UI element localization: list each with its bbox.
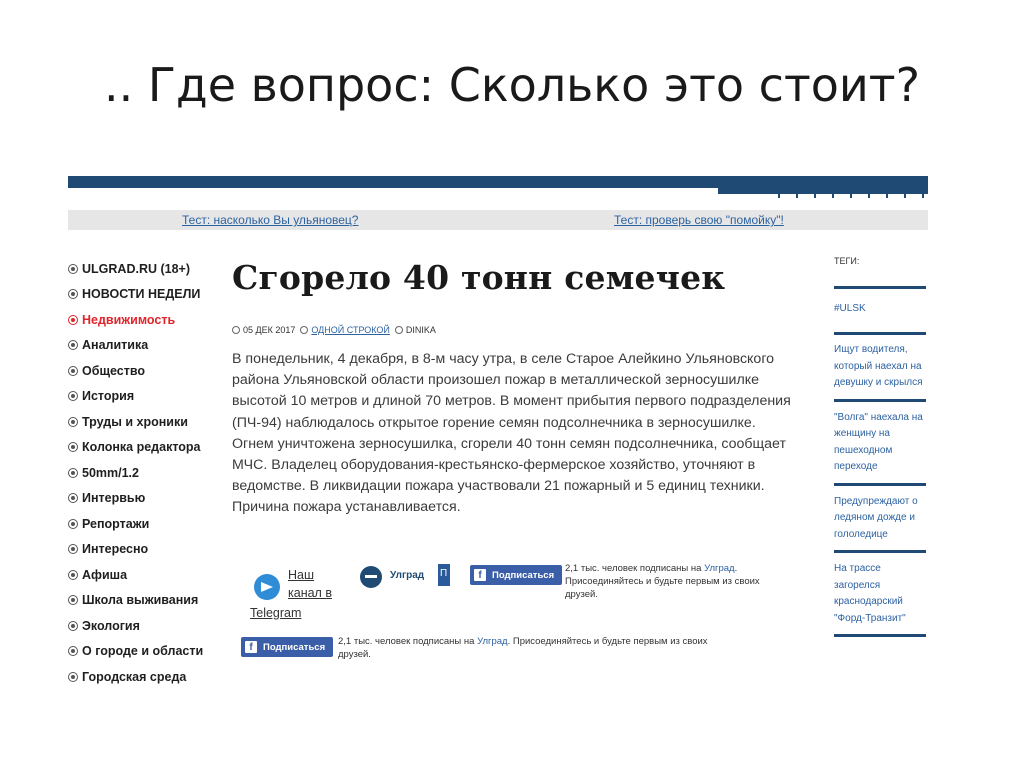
bullet-icon xyxy=(68,289,78,299)
sidebar-item-works[interactable] xyxy=(68,409,218,435)
sidebar-item-label: НОВОСТИ НЕДЕЛИ xyxy=(82,287,201,302)
bullet-icon xyxy=(68,519,78,529)
sidebar-item-history[interactable] xyxy=(68,384,218,410)
divider xyxy=(834,483,926,486)
sidebar-item-label: Общество xyxy=(82,363,146,378)
sidebar-item-label: Афиша xyxy=(82,567,128,582)
sidebar-item-label: Школа выживания xyxy=(82,593,199,608)
facebook-note xyxy=(565,562,760,601)
news-link[interactable]: На трассе загорелся краснодарский "Форд-Транзит" xyxy=(834,563,906,624)
sidebar-item-analytics[interactable] xyxy=(68,333,218,359)
sidebar-item-editor-column[interactable] xyxy=(68,435,218,461)
sidebar-item-label: Колонка редактора xyxy=(82,440,201,455)
sidebar-item-label: Репортажи xyxy=(82,516,150,531)
news-link[interactable]: "Волга" наехала на женщину на пешеходном переходе xyxy=(834,411,923,472)
ulgrad-label[interactable]: Улград xyxy=(390,570,425,581)
bullet-icon xyxy=(68,417,78,427)
bullet-icon xyxy=(68,366,78,376)
promo-links-strip xyxy=(68,210,928,230)
divider xyxy=(834,634,926,637)
facebook-subscribe-button-2[interactable] xyxy=(241,637,333,657)
tags-label: ТЕГИ: xyxy=(834,256,860,266)
sidebar-item-label: Труды и хроники xyxy=(82,414,188,429)
article-date: 05 ДЕК 2017 xyxy=(243,325,296,335)
bullet-icon xyxy=(68,468,78,478)
article-category-link[interactable]: ОДНОЙ СТРОКОЙ xyxy=(311,325,390,335)
bullet-icon xyxy=(68,544,78,554)
sidebar-item-label: Недвижимость xyxy=(82,312,176,327)
bullet-icon xyxy=(68,493,78,503)
telegram-icon xyxy=(254,574,280,600)
sidebar-item-news-week[interactable] xyxy=(68,282,218,308)
test-ulyanovets-link[interactable]: Тест: насколько Вы ульяновец? xyxy=(182,213,359,227)
sidebar-item-ulgrad[interactable] xyxy=(68,256,218,282)
bullet-icon xyxy=(68,570,78,580)
bullet-icon xyxy=(68,595,78,605)
folder-icon xyxy=(300,326,308,334)
sidebar-item-city-region[interactable] xyxy=(68,639,218,665)
website-screenshot xyxy=(68,176,928,696)
article-meta xyxy=(232,325,436,335)
sidebar-item-50mm[interactable] xyxy=(68,460,218,486)
sidebar-item-label: История xyxy=(82,389,135,404)
bullet-icon xyxy=(68,621,78,631)
divider xyxy=(834,332,926,335)
fb-note-link[interactable]: Улград xyxy=(477,636,508,647)
bullet-icon xyxy=(68,646,78,656)
sidebar-item-interview[interactable] xyxy=(68,486,218,512)
bullet-icon xyxy=(68,315,78,325)
sidebar-item-interesting[interactable] xyxy=(68,537,218,563)
divider xyxy=(834,399,926,402)
news-link[interactable]: Предупреждают о ледяном дожде и гололедице xyxy=(834,495,918,540)
user-icon xyxy=(395,326,403,334)
article-body: В понедельник, 4 декабря, в 8-м часу утра, в селе Старое Алейкино Ульяновского района Ульяновской области произошел пожар в металлической зерносушилке высотой 10 метров и длиной 70 метров. В момент прибытия первого подразделения (ПЧ-94) наблюдалось открытое горение семян подсолнечника в зерносушилке. Огнем уничтожена зерносушилка, сгорели 40 тонн семян подсолнечника, сообщает МЧС. Владелец оборудования-крестьянско-фермерское хозяйство, уточняют в ведомстве. В ликвидации пожара участвовали 21 пожарный и 5 единиц техники. Причина пожара устанавливается. xyxy=(232,351,791,516)
slide-title: .. Где вопрос: Сколько это стоит? xyxy=(104,58,920,112)
sidebar-item-label: Аналитика xyxy=(82,338,149,353)
share-stub-button[interactable] xyxy=(438,564,450,586)
bullet-icon xyxy=(68,672,78,682)
sidebar-nav xyxy=(68,256,218,690)
divider xyxy=(834,286,926,289)
facebook-note-2 xyxy=(338,635,718,661)
sidebar-item-label: Экология xyxy=(82,618,140,633)
fb-note-suffix: . Присоединяйтесь и будьте первым из своих друзей. xyxy=(338,636,708,660)
tag-link[interactable]: #ULSK xyxy=(834,303,866,314)
divider xyxy=(834,550,926,553)
sidebar-item-label: Интересно xyxy=(82,542,149,557)
test-pomoyka-link[interactable]: Тест: проверь свою "помойку"! xyxy=(614,213,784,227)
subscribe-label: Подписаться xyxy=(492,569,555,581)
facebook-icon: f xyxy=(245,641,257,653)
subscribe-label: Подписаться xyxy=(263,641,326,653)
top-bar-decoration xyxy=(678,176,928,198)
fb-note-suffix: . Присоединяйтесь и будьте первым из своих друзей. xyxy=(565,563,760,600)
facebook-icon: f xyxy=(474,569,486,581)
telegram-link-text-2: Telegram xyxy=(250,606,302,620)
sidebar-item-urban[interactable] xyxy=(68,664,218,690)
sidebar-item-society[interactable] xyxy=(68,358,218,384)
sidebar-item-afisha[interactable] xyxy=(68,562,218,588)
sidebar-item-real-estate[interactable] xyxy=(68,307,218,333)
bullet-icon xyxy=(68,264,78,274)
sidebar-item-label: Городская среда xyxy=(82,669,187,684)
fb-note-link[interactable]: Улград xyxy=(704,563,735,574)
bullet-icon xyxy=(68,442,78,452)
fb-note-prefix: 2,1 тыс. человек подписаны на xyxy=(565,563,702,574)
fb-note-prefix: 2,1 тыс. человек подписаны на xyxy=(338,636,475,647)
sidebar-item-label: Интервью xyxy=(82,491,146,506)
sidebar-item-survival[interactable] xyxy=(68,588,218,614)
sidebar-item-reports[interactable] xyxy=(68,511,218,537)
clock-icon xyxy=(232,326,240,334)
news-link[interactable]: Ищут водителя, который наехал на девушку и скрылся xyxy=(834,344,923,388)
bullet-icon xyxy=(68,391,78,401)
article-headline: Сгорело 40 тонн семечек xyxy=(232,258,726,297)
sidebar-item-ecology[interactable] xyxy=(68,613,218,639)
facebook-subscribe-button[interactable] xyxy=(470,565,562,585)
sidebar-item-label: 50mm/1.2 xyxy=(82,465,139,480)
telegram-link-text: Наш канал в xyxy=(288,568,332,600)
sidebar-item-label: ULGRAD.RU (18+) xyxy=(82,261,190,276)
article-author: DINIKA xyxy=(405,325,436,335)
right-column xyxy=(834,256,928,642)
ulgrad-icon xyxy=(360,566,382,588)
bullet-icon xyxy=(68,340,78,350)
sidebar-item-label: О городе и области xyxy=(82,644,204,659)
